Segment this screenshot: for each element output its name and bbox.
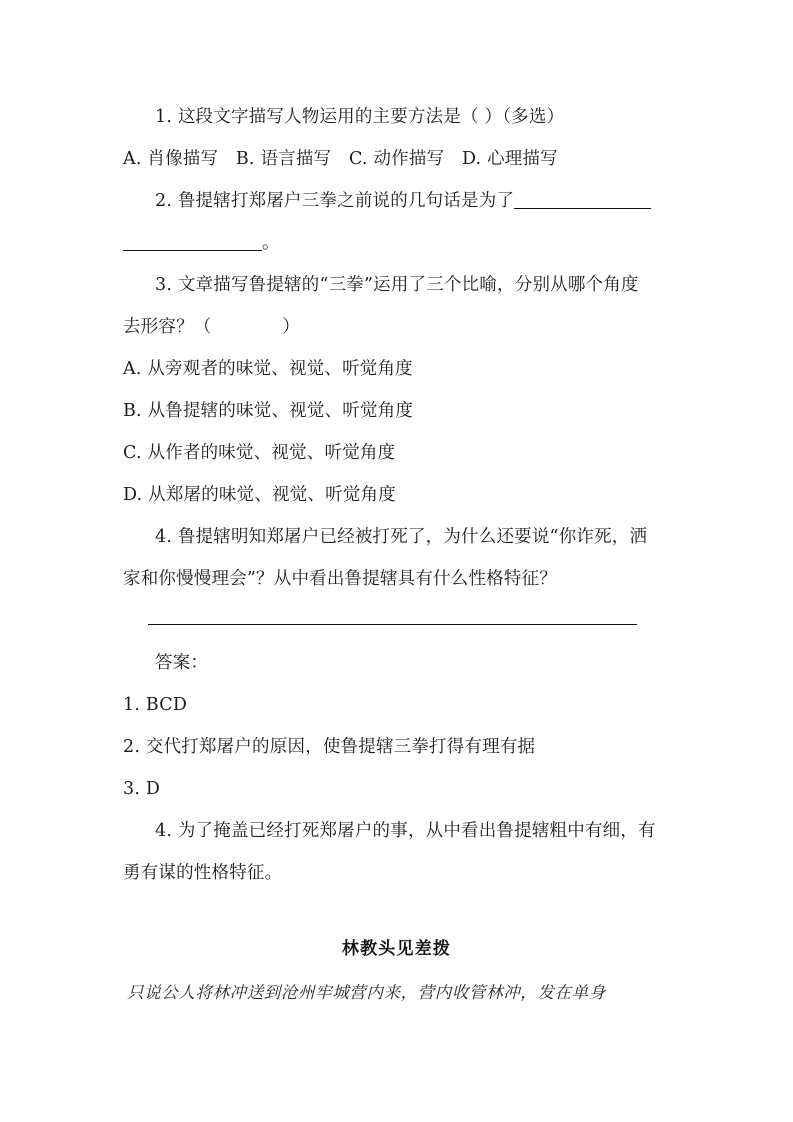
question-2-stem-text: 2. 鲁提辖打郑屠户三拳之前说的几句话是为了 bbox=[155, 191, 515, 211]
question-3-option-c: C. 从作者的味觉、视觉、听觉角度 bbox=[123, 443, 396, 463]
answer-item-4-line-1: 4. 为了掩盖已经打死郑屠户的事，从中看出鲁提辖粗中有细，有 bbox=[155, 821, 656, 841]
answer-item-4-line-2: 勇有谋的性格特征。 bbox=[123, 863, 283, 883]
question-3-option-a: A. 从旁观者的味觉、视觉、听觉角度 bbox=[123, 359, 413, 379]
answer-item-3: 3. D bbox=[123, 779, 161, 799]
answer-item-2: 2. 交代打郑屠户的原因，使鲁提辖三拳打得有理有据 bbox=[123, 737, 536, 757]
question-2-stem bbox=[123, 180, 675, 222]
question-3-option-b: B. 从鲁提辖的味觉、视觉、听觉角度 bbox=[123, 401, 414, 421]
exercise-body bbox=[123, 96, 675, 894]
question-1-stem: 1. 这段文字描写人物运用的主要方法是（ ）（多选） bbox=[155, 107, 565, 127]
question-3-stem-line-1: 3. 文章描写鲁提辖的“三拳”运用了三个比喻，分别从哪个角度 bbox=[155, 275, 639, 295]
question-3-option-d: D. 从郑屠的味觉、视觉、听觉角度 bbox=[123, 485, 396, 505]
question-2-blank-1[interactable] bbox=[514, 191, 651, 209]
question-4-response-space bbox=[123, 600, 675, 642]
question-2-blank-line bbox=[123, 222, 675, 264]
question-4-answer-rule[interactable] bbox=[148, 624, 637, 625]
question-2-period: 。 bbox=[262, 233, 280, 253]
question-1-options: A. 肖像描写 B. 语言描写 C. 动作描写 D. 心理描写 bbox=[123, 149, 558, 169]
answers-heading: 答案： bbox=[155, 653, 209, 673]
question-4-stem-line-2: 家和你慢慢理会”？从中看出鲁提辖具有什么性格特征？ bbox=[123, 569, 557, 589]
question-3-stem-line-2: 去形容？（ ） bbox=[123, 317, 300, 337]
answer-item-1: 1. BCD bbox=[123, 695, 188, 715]
section-title: 林教头见差拨 bbox=[341, 939, 452, 959]
question-4-stem-line-1: 4. 鲁提辖明知郑屠户已经被打死了，为什么还要说“你诈死，洒 bbox=[155, 527, 648, 547]
question-2-blank-2[interactable] bbox=[123, 233, 262, 251]
section-excerpt-line-1: 只说公人将林冲送到沧州牢城营内来，营内收管林冲，发在单身 bbox=[127, 983, 606, 1002]
